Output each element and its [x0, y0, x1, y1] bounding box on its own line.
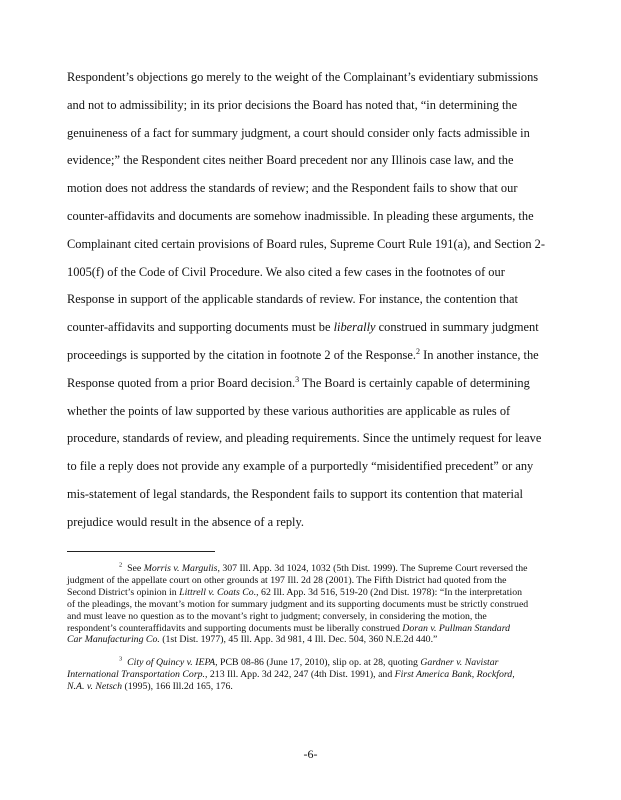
body-lines-line: [67, 92, 573, 120]
body-lines-line: [67, 147, 573, 175]
text-run: motion does not address the standards of review; and the Respondent fails to show that our: [67, 181, 518, 196]
footnote-2-line: [67, 587, 579, 599]
footnote-2-line: [67, 575, 579, 587]
body-lines-line: [67, 342, 573, 370]
text-run: counter-affidavits and documents are somehow inadmissible. In pleading these arguments, the: [67, 208, 534, 223]
body-lines-line: [67, 398, 573, 426]
footnote-2-line: [67, 611, 579, 623]
text-run: to file a reply does not provide any example of a purportedly “misidentified precedent” or any: [67, 459, 534, 474]
text-run: See: [127, 563, 144, 574]
text-run: proceedings is supported by the citation in footnote 2 of the Response.: [67, 347, 416, 362]
footnote-2-line: [67, 599, 579, 611]
text-run: , PCB 08-86 (June 17, 2010), slip op. at 28, quoting: [215, 657, 421, 668]
italic-run: Morris v. Margulis: [143, 563, 218, 574]
body-paragraph: [67, 64, 573, 537]
footnote-ref: 3: [295, 374, 300, 384]
page-number: -6-: [303, 747, 318, 761]
text-run: Complainant cited certain provisions of Board rules, Supreme Court Rule 191(a), and Section 2-: [67, 236, 545, 251]
body-lines-line: [67, 120, 573, 148]
text-run: construed in summary judgment: [375, 320, 539, 335]
footnote-3-line: [67, 669, 579, 681]
italic-run: N.A. v. Netsch: [67, 680, 123, 692]
footnote-2-line: [67, 623, 579, 635]
text-run: and must leave no question as to the movant’s right to judgment; conversely, in considering the motion, the: [67, 610, 487, 622]
text-run: Response quoted from a prior Board decision.: [67, 375, 296, 390]
text-run: In another instance, the: [419, 347, 539, 362]
text-run: (1st Dist. 1977), 45 Ill. App. 3d 981, 4 Ill. Dec. 504, 360 N.E.2d 440.”: [159, 634, 438, 646]
text-run: Response in support of the applicable standards of review. For instance, the contention that: [67, 292, 518, 307]
body-lines-line: [67, 203, 573, 231]
body-lines-line: [67, 509, 573, 537]
text-run: procedure, standards of review, and pleading requirements. Since the untimely request for leave: [67, 431, 542, 446]
text-run: , 62 Ill. App. 3d 516, 519-20 (2nd Dist. 1978): “In the interpretation: [256, 586, 522, 598]
body-lines-line: [67, 314, 573, 342]
italic-run: Car Manufacturing Co.: [67, 634, 160, 646]
text-run: judgment of the appellate court on other grounds at 197 Ill. 2d 28 (2001). The Fifth District had quoted from the: [67, 574, 507, 586]
text-run: genuineness of a fact for summary judgment, a court should consider only facts admissible in: [67, 125, 530, 140]
footnote-3-line: [67, 657, 579, 669]
italic-run: Gardner v. Navistar: [420, 657, 499, 668]
text-run: evidence;” the Respondent cites neither Board precedent nor any Illinois case law, and the: [67, 153, 514, 168]
italic-run: liberally: [333, 320, 376, 335]
text-run: respondent’s counteraffidavits and supporting documents must be liberally construed: [67, 622, 403, 634]
footnote-3-line: [67, 681, 579, 693]
body-lines-line: [67, 286, 573, 314]
text-run: The Board is certainly capable of determining: [299, 375, 530, 390]
body-lines-line: [67, 425, 573, 453]
text-run: prejudice would result in the absence of a reply.: [67, 514, 304, 529]
footnote-separator: [67, 551, 215, 552]
footnote-marker: 2: [119, 561, 123, 569]
text-run: mis-statement of legal standards, the Respondent fails to support its contention that material: [67, 486, 523, 501]
text-run: (1995), 166 Ill.2d 165, 176.: [122, 680, 233, 692]
footnote-2-line: [67, 563, 579, 575]
text-run: Second District’s opinion in: [67, 586, 180, 598]
italic-run: International Transportation Corp.: [67, 668, 205, 680]
italic-run: Doran v. Pullman Standard: [402, 622, 511, 634]
body-lines-line: [67, 259, 573, 287]
text-run: whether the points of law supported by these various authorities are applicable as rules of: [67, 403, 511, 418]
text-run: and not to admissibility; in its prior decisions the Board has noted that, “in determining the: [67, 97, 518, 112]
italic-run: Littrell v. Coats Co.: [179, 586, 257, 598]
footnote-marker: 3: [119, 655, 123, 663]
text-run: of the pleadings, the movant’s motion for summary judgment and its supporting documents must be strictly construed: [67, 598, 529, 610]
text-run: counter-affidavits and supporting documents must be: [67, 320, 334, 335]
body-lines-line: [67, 370, 573, 398]
body-lines-line: [67, 64, 573, 92]
footnote-ref: 2: [415, 346, 420, 356]
footnote-2: [67, 563, 579, 646]
body-lines-line: [67, 175, 573, 203]
footnote-2-line: [67, 634, 579, 646]
text-run: , 213 Ill. App. 3d 242, 247 (4th Dist. 1991), and: [205, 668, 395, 680]
text-run: Respondent’s objections go merely to the weight of the Complainant’s evidentiary submissions: [67, 70, 539, 84]
italic-run: First America Bank, Rockford,: [394, 668, 515, 680]
body-lines-line: [67, 231, 573, 259]
italic-run: City of Quincy v. IEPA: [127, 657, 216, 668]
text-run: , 307 Ill. App. 3d 1024, 1032 (5th Dist. 1999). The Supreme Court reversed the: [217, 563, 528, 574]
body-lines-line: [67, 481, 573, 509]
body-lines-line: [67, 453, 573, 481]
footnote-3: [67, 657, 579, 693]
text-run: 1005(f) of the Code of Civil Procedure. We also cited a few cases in the footnotes of our: [67, 264, 505, 279]
